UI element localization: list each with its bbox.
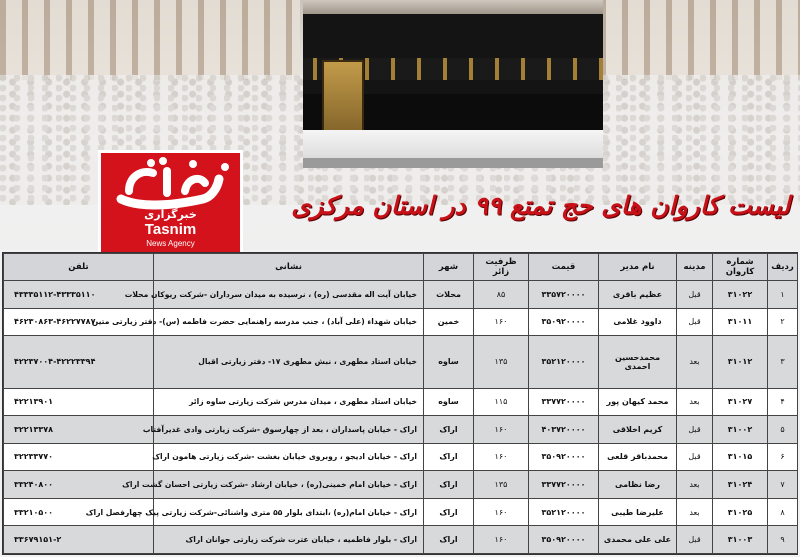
mosque-arcade: [0, 0, 300, 80]
table-row: [4, 471, 798, 499]
cell-medina: قبل: [677, 416, 713, 444]
cell-caravan-no: ۳۱۰۲۵: [713, 498, 768, 526]
col-header-caravan-no: شماره کاروان: [713, 254, 768, 281]
cell-phone: ۴۲۲۳۷۰۰۴-۴۲۲۲۳۳۹۴: [4, 336, 154, 388]
cell-address: اراک - بلوار فاطمیه ، خیابان عترت شرکت زیارتی جوانان اراک: [154, 526, 424, 554]
cell-row: ۶: [768, 443, 798, 471]
kaaba-skirt: [303, 130, 603, 158]
cell-phone: ۳۳۲۴۰۸۰۰: [4, 471, 154, 499]
cell-capacity: ۱۶۰: [474, 526, 529, 554]
cell-medina: قبل: [677, 281, 713, 309]
cell-address: اراک - خیابان امام(ره) ،ابتدای بلوار ۵۵ متری واشنائی-شرکت زیارتی پیک چهارفصل اراک: [154, 498, 424, 526]
cell-row: ۹: [768, 526, 798, 554]
cell-price: ۳۳۷۷۲۰۰۰۰: [529, 388, 599, 416]
table-row: [4, 416, 798, 444]
cell-address: اراک - خیابان امام خمینی(ره) ، خیابان ارشاد -شرکت زیارتی احسان گشت اراک: [154, 471, 424, 499]
cell-phone: ۴۲۲۱۳۹۰۱: [4, 388, 154, 416]
cell-caravan-no: ۳۱۰۰۲: [713, 416, 768, 444]
cell-city: ساوه: [424, 336, 474, 388]
table-row: [4, 443, 798, 471]
col-header-phone: تلفن: [4, 254, 154, 281]
cell-capacity: ۱۱۵: [474, 388, 529, 416]
cell-row: ۴: [768, 388, 798, 416]
col-header-price: قیمت: [529, 254, 599, 281]
cell-manager: داوود غلامی: [599, 308, 677, 336]
cell-row: ۳: [768, 336, 798, 388]
cell-price: ۳۳۷۷۲۰۰۰۰: [529, 471, 599, 499]
col-header-manager: نام مدیر: [599, 254, 677, 281]
logo-english-text: Tasnim: [144, 221, 197, 238]
cell-manager: محمد کیهان پور: [599, 388, 677, 416]
col-header-medina: مدینه: [677, 254, 713, 281]
cell-manager: کریم اخلاقی: [599, 416, 677, 444]
kaaba-plinth: [303, 158, 603, 168]
cell-caravan-no: ۳۱۰۱۵: [713, 443, 768, 471]
cell-capacity: ۱۶۰: [474, 443, 529, 471]
tasnim-logo: [98, 150, 243, 255]
cell-medina: قبل: [677, 526, 713, 554]
caravan-table: [2, 252, 798, 555]
cell-capacity: ۸۵: [474, 281, 529, 309]
cell-city: ساوه: [424, 388, 474, 416]
col-header-city: شهر: [424, 254, 474, 281]
cell-capacity: ۱۳۵: [474, 336, 529, 388]
table-row: [4, 308, 798, 336]
cell-manager: علیرضا طیبی: [599, 498, 677, 526]
col-header-row: ردیف: [768, 254, 798, 281]
logo-subtitle: News Agency: [146, 239, 195, 248]
cell-manager: رضا نظامی: [599, 471, 677, 499]
cell-row: ۷: [768, 471, 798, 499]
cell-row: ۵: [768, 416, 798, 444]
cell-caravan-no: ۳۱۰۰۳: [713, 526, 768, 554]
cell-price: ۳۵۰۹۲۰۰۰۰: [529, 443, 599, 471]
cell-manager: عظیم باقری: [599, 281, 677, 309]
cell-address: خیابان استاد مطهری ، میدان مدرس شرکت زیارتی ساوه زائر: [154, 388, 424, 416]
cell-city: اراک: [424, 471, 474, 499]
cell-city: خمین: [424, 308, 474, 336]
cell-phone: ۴۳۳۳۵۱۱۲-۴۳۳۳۵۱۱۰: [4, 281, 154, 309]
cell-address: خیابان استاد مطهری ، نبش مطهری ۱۷- دفتر زیارتی اقبال: [154, 336, 424, 388]
cell-address: خیابان شهداء (علی آباد) ، جنب مدرسه راهنمایی حضرت فاطمه (س)- دفتر زیارتی متین: [154, 308, 424, 336]
cell-city: اراک: [424, 443, 474, 471]
cell-caravan-no: ۳۱۰۲۴: [713, 471, 768, 499]
caravan-table-grid: [3, 253, 798, 554]
cell-manager: محمدباقر قلعی: [599, 443, 677, 471]
cell-price: ۳۳۵۷۲۰۰۰۰: [529, 281, 599, 309]
table-row: [4, 281, 798, 309]
cell-city: اراک: [424, 526, 474, 554]
cell-price: ۳۵۲۱۲۰۰۰۰: [529, 498, 599, 526]
cell-capacity: ۱۶۰: [474, 498, 529, 526]
cell-caravan-no: ۳۱۰۲۲: [713, 281, 768, 309]
cell-row: ۲: [768, 308, 798, 336]
cell-address: اراک - خیابان پاسداران ، بعد از چهارسوق -شرکت زیارتی وادی غدیرآفتاب: [154, 416, 424, 444]
cell-city: محلات: [424, 281, 474, 309]
cell-caravan-no: ۳۱۰۲۷: [713, 388, 768, 416]
table-row: [4, 526, 798, 554]
mosque-arcade: [600, 0, 800, 80]
cell-phone: ۳۳۲۱۰۵۰۰: [4, 498, 154, 526]
cell-capacity: ۱۶۰: [474, 416, 529, 444]
kaaba-roof: [303, 0, 603, 14]
cell-medina: بعد: [677, 498, 713, 526]
cell-price: ۳۵۲۱۲۰۰۰۰: [529, 336, 599, 388]
cell-row: ۱: [768, 281, 798, 309]
cell-phone: ۳۲۲۳۳۷۷۰: [4, 443, 154, 471]
cell-row: ۸: [768, 498, 798, 526]
col-header-capacity: ظرفیت زائر: [474, 254, 529, 281]
table-header-row: [4, 254, 798, 281]
page-title: لیست کاروان های حج تمتع ۹۹ در استان مرکزی: [291, 191, 790, 220]
cell-capacity: ۱۶۰: [474, 308, 529, 336]
cell-caravan-no: ۳۱۰۱۱: [713, 308, 768, 336]
cell-city: اراک: [424, 498, 474, 526]
cell-phone: ۳۳۶۷۹۱۵۱-۲: [4, 526, 154, 554]
cell-medina: قبل: [677, 308, 713, 336]
cell-medina: بعد: [677, 471, 713, 499]
cell-medina: بعد: [677, 336, 713, 388]
cell-manager: علی علی محمدی: [599, 526, 677, 554]
table-row: [4, 336, 798, 388]
cell-caravan-no: ۳۱۰۱۲: [713, 336, 768, 388]
cell-capacity: ۱۳۵: [474, 471, 529, 499]
table-row: [4, 388, 798, 416]
cell-phone: ۴۶۲۳۰۸۶۳-۴۶۲۲۷۷۸۷: [4, 308, 154, 336]
logo-persian-text: خبرگزاری: [144, 208, 197, 221]
col-header-address: نشانی: [154, 254, 424, 281]
cell-price: ۳۵۰۹۲۰۰۰۰: [529, 308, 599, 336]
cell-price: ۳۵۰۹۲۰۰۰۰: [529, 526, 599, 554]
cell-phone: ۳۲۲۱۳۳۷۸: [4, 416, 154, 444]
cell-medina: بعد: [677, 388, 713, 416]
tasnim-calligraphy-icon: [107, 155, 235, 213]
cell-city: اراک: [424, 416, 474, 444]
table-row: [4, 498, 798, 526]
cell-price: ۴۰۳۷۲۰۰۰۰: [529, 416, 599, 444]
cell-address: خیابان آیت اله مقدسی (ره) ، نرسیده به میدان سرداران -شرکت ریوکان محلات: [154, 281, 424, 309]
cell-medina: قبل: [677, 443, 713, 471]
cell-manager: محمدحسین احمدی: [599, 336, 677, 388]
cell-address: اراک - خیابان ادیجو ، روبروی خیابان بغشت -شرکت زیارتی هامون اراک: [154, 443, 424, 471]
